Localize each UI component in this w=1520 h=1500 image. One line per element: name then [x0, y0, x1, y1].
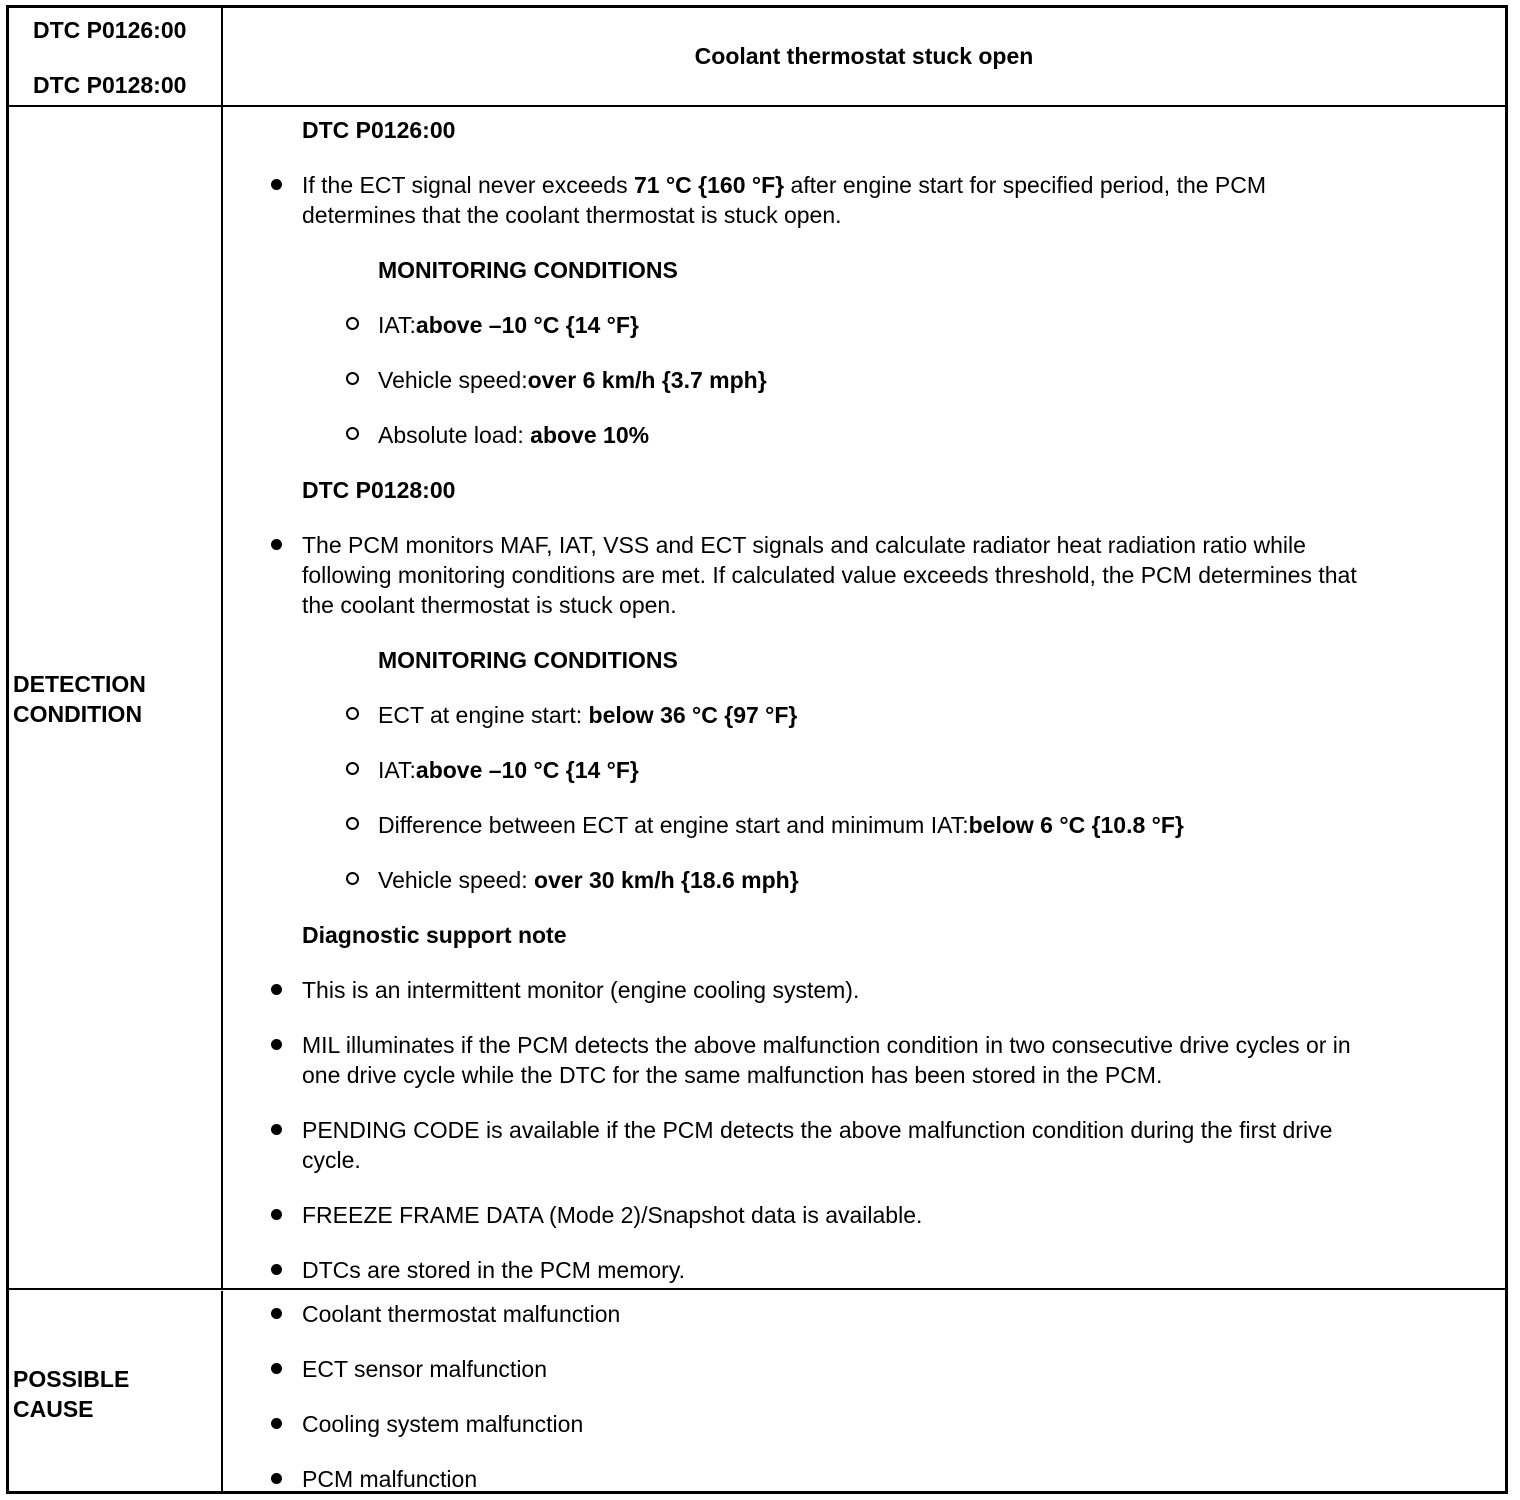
- p0128-heading: DTC P0128:00: [302, 477, 456, 503]
- bullet-icon: [271, 539, 282, 550]
- p0126-condition: [378, 310, 639, 340]
- detection-label-line1: DETECTION: [13, 671, 146, 697]
- ring-bullet-icon: [346, 762, 359, 775]
- p0128-condition: [378, 700, 797, 730]
- cause-label-line1: POSSIBLE: [13, 1366, 130, 1392]
- p0126-condition: [378, 420, 649, 450]
- p0128-condition: [378, 755, 639, 785]
- p0128-condition: [378, 865, 799, 895]
- condition-value: below 6 °C {10.8 °F}: [968, 812, 1184, 838]
- detection-label-cell: [9, 107, 223, 1288]
- p0128-desc-line: the coolant thermostat is stuck open.: [302, 592, 677, 618]
- ring-bullet-icon: [346, 317, 359, 330]
- cause-label-line2: CAUSE: [13, 1396, 94, 1422]
- detection-row: [9, 107, 1505, 1290]
- p0126-heading: DTC P0126:00: [302, 117, 456, 143]
- bullet-icon: [271, 1209, 282, 1220]
- dtc-code-p0126: DTC P0126:00: [33, 17, 187, 43]
- cause-label-cell: [9, 1291, 223, 1491]
- header-codes-cell: [9, 8, 223, 105]
- condition-label: Difference between ECT at engine start and minimum IAT:: [378, 812, 969, 838]
- condition-label: Vehicle speed:: [378, 367, 528, 393]
- ring-bullet-icon: [346, 427, 359, 440]
- support-note: PENDING CODE is available if the PCM detects the above malfunction condition during the first drive: [302, 1117, 1333, 1143]
- cause-item: PCM malfunction: [302, 1466, 478, 1492]
- detection-content-cell: [223, 107, 1505, 1288]
- support-note: This is an intermittent monitor (engine cooling system).: [302, 977, 860, 1003]
- support-heading: Diagnostic support note: [302, 922, 567, 948]
- condition-value: over 30 km/h {18.6 mph}: [534, 867, 799, 893]
- cause-item: Cooling system malfunction: [302, 1411, 584, 1437]
- p0126-condition: [378, 365, 767, 395]
- bullet-icon: [271, 1363, 282, 1374]
- ring-bullet-icon: [346, 872, 359, 885]
- p0128-desc-line: The PCM monitors MAF, IAT, VSS and ECT signals and calculate radiator heat radiation ratio while: [302, 532, 1306, 558]
- bullet-icon: [271, 984, 282, 995]
- p0126-desc-post: after engine start for specified period, the PCM: [784, 172, 1267, 198]
- condition-label: Vehicle speed:: [378, 867, 535, 893]
- p0128-monitoring-heading: MONITORING CONDITIONS: [378, 647, 678, 673]
- dtc-code-p0128: DTC P0128:00: [33, 72, 187, 98]
- support-note: one drive cycle while the DTC for the same malfunction has been stored in the PCM.: [302, 1062, 1163, 1088]
- support-note: FREEZE FRAME DATA (Mode 2)/Snapshot data is available.: [302, 1202, 923, 1228]
- cause-content-cell: [223, 1291, 1505, 1491]
- bullet-icon: [271, 1039, 282, 1050]
- ring-bullet-icon: [346, 817, 359, 830]
- page-title: Coolant thermostat stuck open: [694, 43, 1034, 69]
- bullet-icon: [271, 1308, 282, 1319]
- condition-label: ECT at engine start:: [378, 702, 589, 728]
- condition-value: below 36 °C {97 °F}: [588, 702, 798, 728]
- p0128-condition: [378, 810, 1184, 840]
- ring-bullet-icon: [346, 707, 359, 720]
- condition-label: IAT:: [378, 312, 416, 338]
- p0126-monitoring-heading: MONITORING CONDITIONS: [378, 257, 678, 283]
- condition-value: above 10%: [530, 422, 650, 448]
- dtc-table: [6, 5, 1508, 1494]
- p0128-desc-line: following monitoring conditions are met. If calculated value exceeds threshold, the PCM determines that: [302, 562, 1357, 588]
- support-note: cycle.: [302, 1147, 361, 1173]
- header-row: [9, 8, 1505, 107]
- p0126-threshold: 71 °C {160 °F}: [633, 172, 785, 198]
- support-note: MIL illuminates if the PCM detects the above malfunction condition in two consecutive drive cycles or in: [302, 1032, 1351, 1058]
- p0126-desc-line2: determines that the coolant thermostat is stuck open.: [302, 202, 842, 228]
- cause-row: [9, 1291, 1505, 1491]
- bullet-icon: [271, 179, 282, 190]
- condition-label: IAT:: [378, 757, 416, 783]
- condition-value: above –10 °C {14 °F}: [415, 312, 639, 338]
- bullet-icon: [271, 1124, 282, 1135]
- condition-value: above –10 °C {14 °F}: [415, 757, 639, 783]
- support-note: DTCs are stored in the PCM memory.: [302, 1257, 686, 1283]
- detection-label-line2: CONDITION: [13, 701, 143, 727]
- bullet-icon: [271, 1473, 282, 1484]
- bullet-icon: [271, 1264, 282, 1275]
- bullet-icon: [271, 1418, 282, 1429]
- p0126-desc-pre: If the ECT signal never exceeds: [302, 172, 634, 198]
- p0126-desc-line1: [302, 170, 1266, 200]
- cause-item: ECT sensor malfunction: [302, 1356, 548, 1382]
- condition-value: over 6 km/h {3.7 mph}: [527, 367, 767, 393]
- cause-item: Coolant thermostat malfunction: [302, 1301, 621, 1327]
- header-title-cell: [223, 8, 1505, 105]
- ring-bullet-icon: [346, 372, 359, 385]
- condition-label: Absolute load:: [378, 422, 531, 448]
